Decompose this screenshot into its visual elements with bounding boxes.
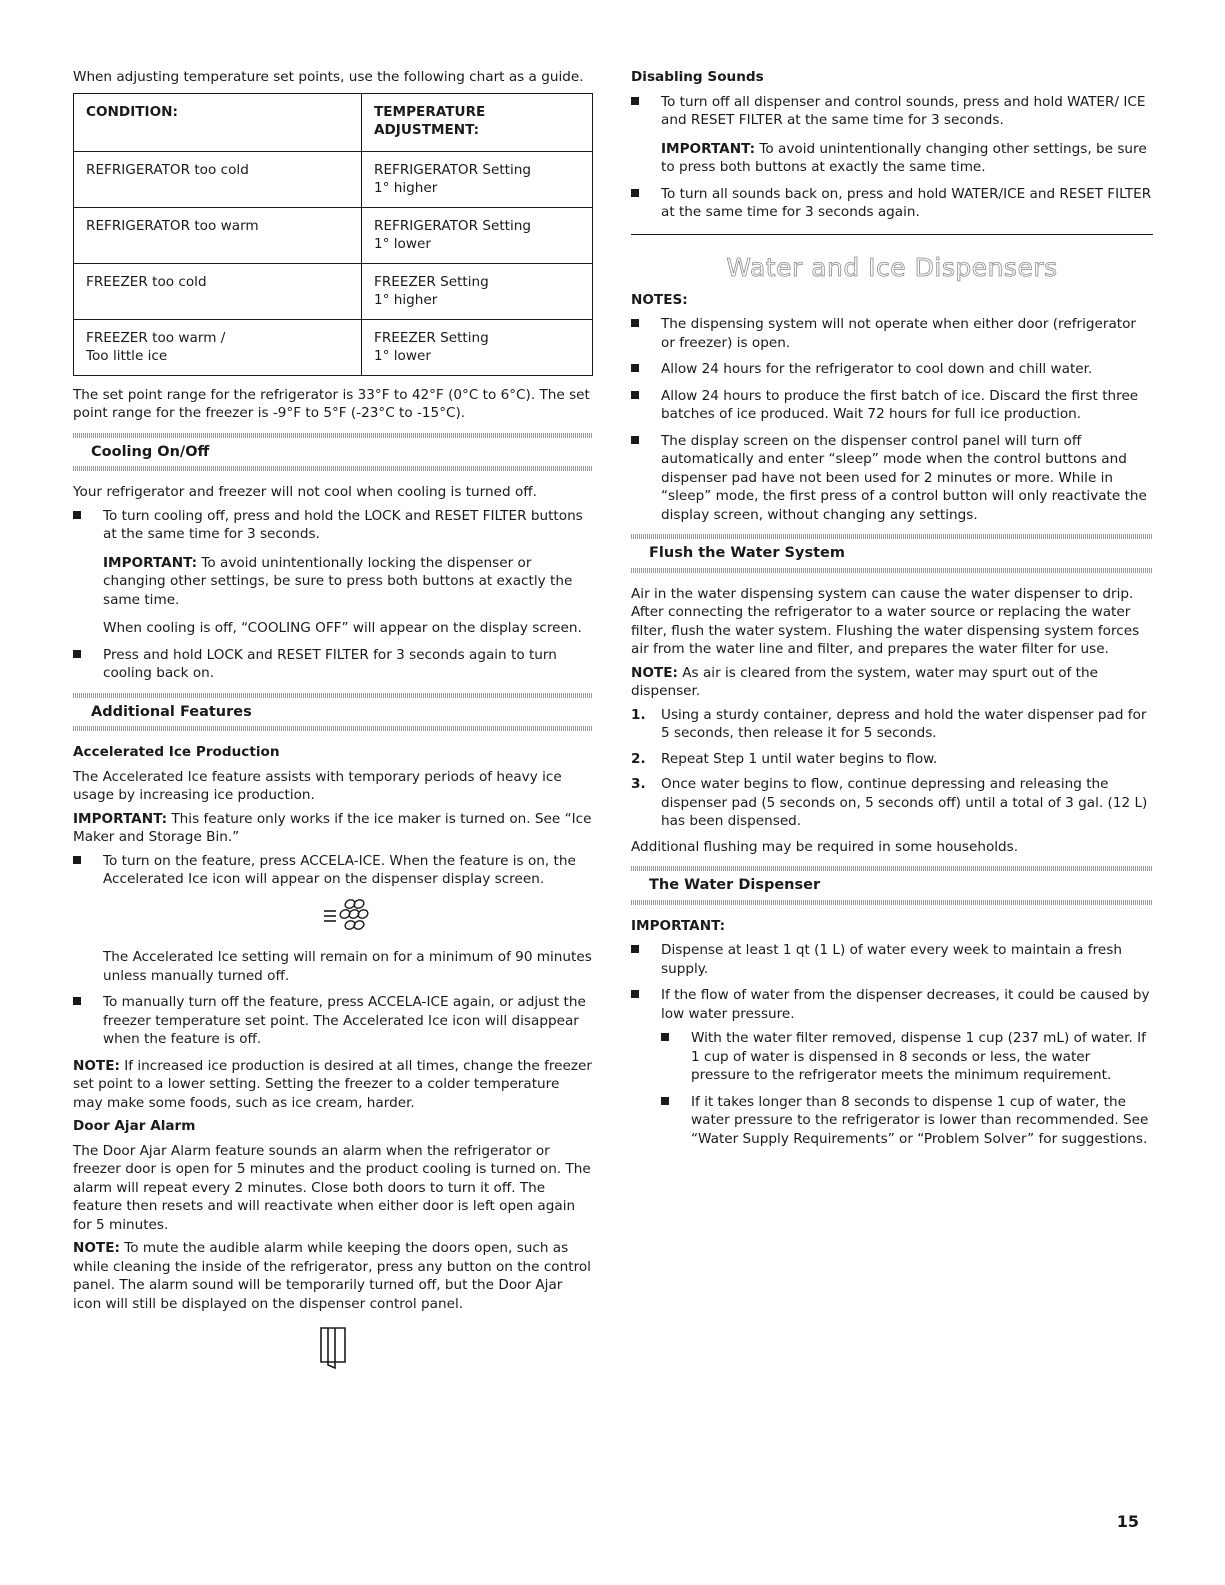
list-item: Press and hold LOCK and RESET FILTER for 3 seconds again to turn cooling back on.	[73, 646, 593, 683]
adjustment-cell: FREEZER Setting 1° higher	[362, 263, 593, 319]
accelerated-ice-note: NOTE: If increased ice production is desired at all times, change the freezer set point to a lower setting. Setting the freezer to a colder temperature may make some foods, such as ice cream, harder.	[73, 1057, 592, 1111]
accelerated-ice-important: IMPORTANT: This feature only works if the ice maker is turned on. See “Ice Maker and Storage Bin.”	[73, 810, 592, 845]
table-row	[74, 151, 593, 207]
cooling-intro: Your refrigerator and freezer will not cool when cooling is turned off.	[73, 484, 537, 500]
table-row	[74, 207, 593, 263]
condition-cell: REFRIGERATOR too cold	[74, 151, 362, 207]
page-number: 15	[1116, 1512, 1139, 1531]
accelerated-ice-intro: The Accelerated Ice feature assists with temporary periods of heavy ice usage by increasing ice production.	[73, 768, 562, 803]
water-dispenser-heading: The Water Dispenser	[631, 866, 1153, 905]
accelerated-ice-list	[73, 852, 593, 1049]
list-item: 1. Using a sturdy container, depress and hold the water dispenser pad for 5 seconds, then release it for 5 seconds.	[631, 706, 1147, 741]
water-dispenser-important: IMPORTANT:	[631, 917, 726, 934]
left-column	[73, 68, 593, 1375]
door-ajar-heading: Door Ajar Alarm	[73, 1118, 196, 1134]
sounds-list	[631, 93, 1153, 222]
list-item: To manually turn off the feature, press ACCELA-ICE again, or adjust the freezer temperature set point. The Accelerated Ice icon will disappear when the feature is off.	[73, 993, 593, 1049]
table-header-row	[74, 93, 593, 151]
table-row	[74, 263, 593, 319]
condition-header: CONDITION:	[74, 93, 362, 151]
flush-heading: Flush the Water System	[631, 534, 1153, 573]
list-item: If the flow of water from the dispenser decreases, it could be caused by low water pressure. With the water filter removed, dispense 1 cup (237 mL) of water. If 1 cup of water is dispensed in 8 seconds or less, the water pressure to the refrigerator meets the minimum requirement. If it takes longer than 8 seconds to dispense 1 cup of water, the water pressure to the refrigerator is lower than recommended. See “Water Supply Requirements” or “Problem Solver” for suggestions.	[631, 986, 1153, 1148]
dispensers-title: Water and Ice Dispensers	[726, 252, 1058, 282]
list-item: 3. Once water begins to flow, continue depressing and releasing the dispenser pad (5 seconds on, 5 seconds off) until a total of 3 gal. (12 L) has been dispensed.	[631, 776, 1148, 829]
chart-intro: When adjusting temperature set points, use the following chart as a guide.	[73, 69, 584, 85]
table-row	[74, 319, 593, 375]
door-ajar-icon	[73, 1325, 593, 1375]
notes-label: NOTES:	[631, 291, 688, 308]
flush-note: NOTE: As air is cleared from the system, water may spurt out of the dispenser.	[631, 664, 1098, 699]
list-item: To turn on the feature, press ACCELA-ICE. When the feature is on, the Accelerated Ice icon will appear on the dispenser display screen. The Accelerated Ice setting will remain on for a minimum of 90 minutes unless manually turned off.	[73, 852, 593, 986]
accelerated-ice-icon	[103, 897, 593, 939]
cooling-heading: Cooling On/Off	[73, 433, 593, 472]
accelerated-ice-heading: Accelerated Ice Production	[73, 744, 280, 760]
adjustment-header: TEMPERATURE ADJUSTMENT:	[362, 93, 593, 151]
adjustment-cell: FREEZER Setting 1° lower	[362, 319, 593, 375]
list-item: If it takes longer than 8 seconds to dispense 1 cup of water, the water pressure to the refrigerator is lower than recommended. See “Water Supply Requirements” or “Problem Solver” for suggestions.	[661, 1093, 1153, 1149]
temperature-guide-table	[73, 93, 593, 376]
dispenser-notes-list	[631, 315, 1153, 524]
flush-intro: Air in the water dispensing system can cause the water dispenser to drip. After connecting the refrigerator to a water source or replacing the water filter, flush the water system. Flushing the water dispensing system forces air from the water line and filter, and prepares the water filter for use.	[631, 585, 1140, 657]
list-item: Allow 24 hours for the refrigerator to cool down and chill water.	[631, 360, 1153, 379]
list-item: The dispensing system will not operate when either door (refrigerator or freezer) is open.	[631, 315, 1153, 352]
list-item: The display screen on the dispenser control panel will turn off automatically and enter “sleep” mode when the control buttons and dispenser pad have not been used for 2 minutes or more. While in “sleep” mode, the first press of a control button will only reactivate the display screen, without changing any settings.	[631, 432, 1153, 525]
list-item: Dispense at least 1 qt (1 L) of water every week to maintain a fresh supply.	[631, 941, 1153, 978]
adjustment-cell: REFRIGERATOR Setting 1° lower	[362, 207, 593, 263]
disabling-sounds-heading: Disabling Sounds	[631, 69, 764, 85]
water-dispenser-list	[631, 941, 1153, 1148]
set-point-range: The set point range for the refrigerator is 33°F to 42°F (0°C to 6°C). The set point range for the freezer is -9°F to 5°F (-23°C to -15°C).	[73, 386, 590, 421]
cooling-list	[73, 507, 593, 683]
condition-cell: FREEZER too cold	[74, 263, 362, 319]
list-item: 2. Repeat Step 1 until water begins to flow.	[631, 750, 938, 767]
list-item: To turn off all dispenser and control sounds, press and hold WATER/ ICE and RESET FILTER at the same time for 3 seconds. IMPORTANT: To avoid unintentionally changing other settings, be sure to press both buttons at exactly the same time.	[631, 93, 1153, 177]
section-divider	[631, 234, 1153, 235]
flush-additional: Additional flushing may be required in some households.	[631, 838, 1019, 855]
right-column	[631, 68, 1153, 1156]
flush-steps	[631, 706, 1153, 831]
list-item: With the water filter removed, dispense 1 cup (237 mL) of water. If 1 cup of water is dispensed in 8 seconds or less, the water pressure to the refrigerator meets the minimum requirement.	[661, 1029, 1153, 1085]
condition-cell: FREEZER too warm / Too little ice	[74, 319, 362, 375]
list-item: To turn cooling off, press and hold the LOCK and RESET FILTER buttons at the same time for 3 seconds. IMPORTANT: To avoid unintentionally locking the dispenser or changing other settings, be sure to press both buttons at exactly the same time. When cooling is off, “COOLING OFF” will appear on the display screen.	[73, 507, 593, 638]
adjustment-cell: REFRIGERATOR Setting 1° higher	[362, 151, 593, 207]
door-ajar-note: NOTE: To mute the audible alarm while keeping the doors open, such as while cleaning the inside of the refrigerator, press any button on the control panel. The alarm sound will be temporarily turned off, but the Door Ajar icon will still be displayed on the dispenser control panel.	[73, 1240, 591, 1312]
list-item: Allow 24 hours to produce the first batch of ice. Discard the first three batches of ice produced. Wait 72 hours for full ice production.	[631, 387, 1153, 424]
additional-features-heading: Additional Features	[73, 693, 593, 732]
condition-cell: REFRIGERATOR too warm	[74, 207, 362, 263]
list-item: To turn all sounds back on, press and hold WATER/ICE and RESET FILTER at the same time for 3 seconds again.	[631, 185, 1153, 222]
door-ajar-text: The Door Ajar Alarm feature sounds an alarm when the refrigerator or freezer door is open for 5 minutes and the product cooling is turned on. The alarm will repeat every 2 minutes. Close both doors to turn it off. The feature then resets and will reactivate when either door is left open again for 5 minutes.	[73, 1142, 591, 1233]
water-pressure-sublist	[661, 1029, 1153, 1148]
